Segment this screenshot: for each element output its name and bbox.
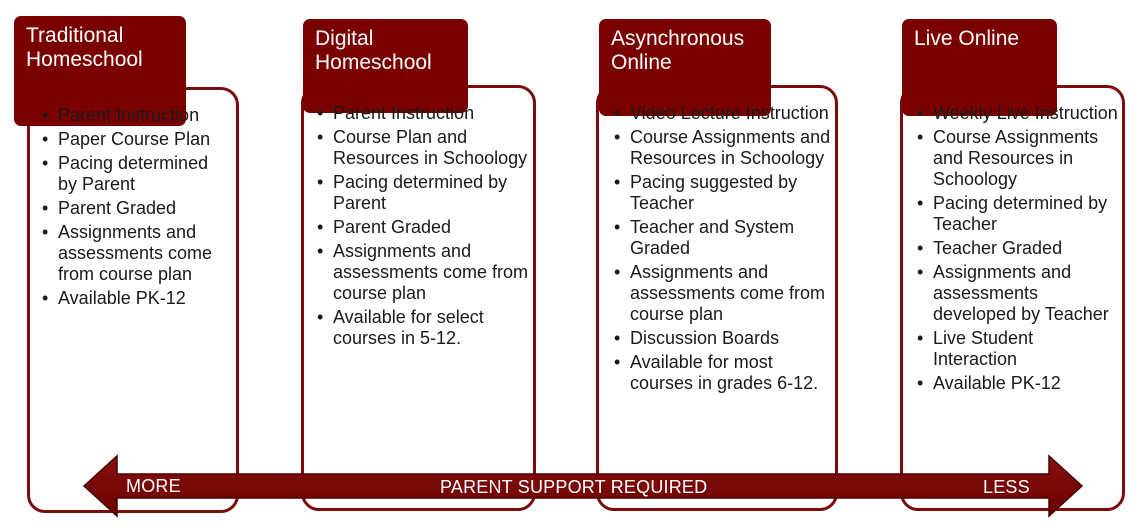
column-title-line: Live Online	[914, 27, 1020, 50]
column-title-line: Digital	[315, 27, 374, 50]
list-item: • Available PK-12	[42, 288, 232, 309]
list-item: • Parent Graded	[317, 217, 529, 238]
list-item: • Parent Instruction	[317, 103, 529, 124]
list-item: • Paper Course Plan	[42, 129, 232, 150]
list-item: • Assignments and assessments come from course plan	[317, 241, 529, 304]
arrow-right-label: LESS	[983, 477, 1030, 497]
list-item: • Assignments and assessments come from course plan	[42, 222, 232, 285]
arrow-center-label: PARENT SUPPORT REQUIRED	[440, 477, 708, 497]
list-item: • Teacher Graded	[917, 238, 1119, 259]
column-title-line: Asynchronous	[611, 27, 745, 50]
list-item: • Teacher and System Graded	[614, 217, 832, 259]
list-item: • Pacing suggested by Teacher	[614, 172, 832, 214]
list-item: • Parent Instruction	[42, 105, 232, 126]
list-item: • Course Assignments and Resources in Schoology	[614, 127, 832, 169]
list-item: • Live Student Interaction	[917, 328, 1119, 370]
list-item: • Assignments and assessments developed by Teacher	[917, 262, 1119, 325]
list-item: • Available PK-12	[917, 373, 1119, 394]
list-item: • Parent Graded	[42, 198, 232, 219]
list-item: • Available for most courses in grades 6-12.	[614, 352, 832, 394]
column-title-line: Online	[611, 51, 672, 74]
list-item: • Pacing determined by Parent	[42, 153, 232, 195]
list-item: • Video Lecture Instruction	[614, 103, 832, 124]
list-item: • Course Assignments and Resources in Schoology	[917, 127, 1119, 190]
arrow-left-label: MORE	[126, 476, 181, 496]
list-item: • Pacing determined by Teacher	[917, 193, 1119, 235]
list-item: • Discussion Boards	[614, 328, 832, 349]
list-item: • Available for select courses in 5-12.	[317, 307, 529, 349]
column-title-line: Homeschool	[315, 51, 432, 74]
column-title-line: Traditional	[26, 24, 124, 47]
list-item: • Assignments and assessments come from course plan	[614, 262, 832, 325]
list-item: • Weekly Live Instruction	[917, 103, 1119, 124]
list-item: • Course Plan and Resources in Schoology	[317, 127, 529, 169]
list-item: • Pacing determined by Parent	[317, 172, 529, 214]
column-title-line: Homeschool	[26, 48, 143, 71]
